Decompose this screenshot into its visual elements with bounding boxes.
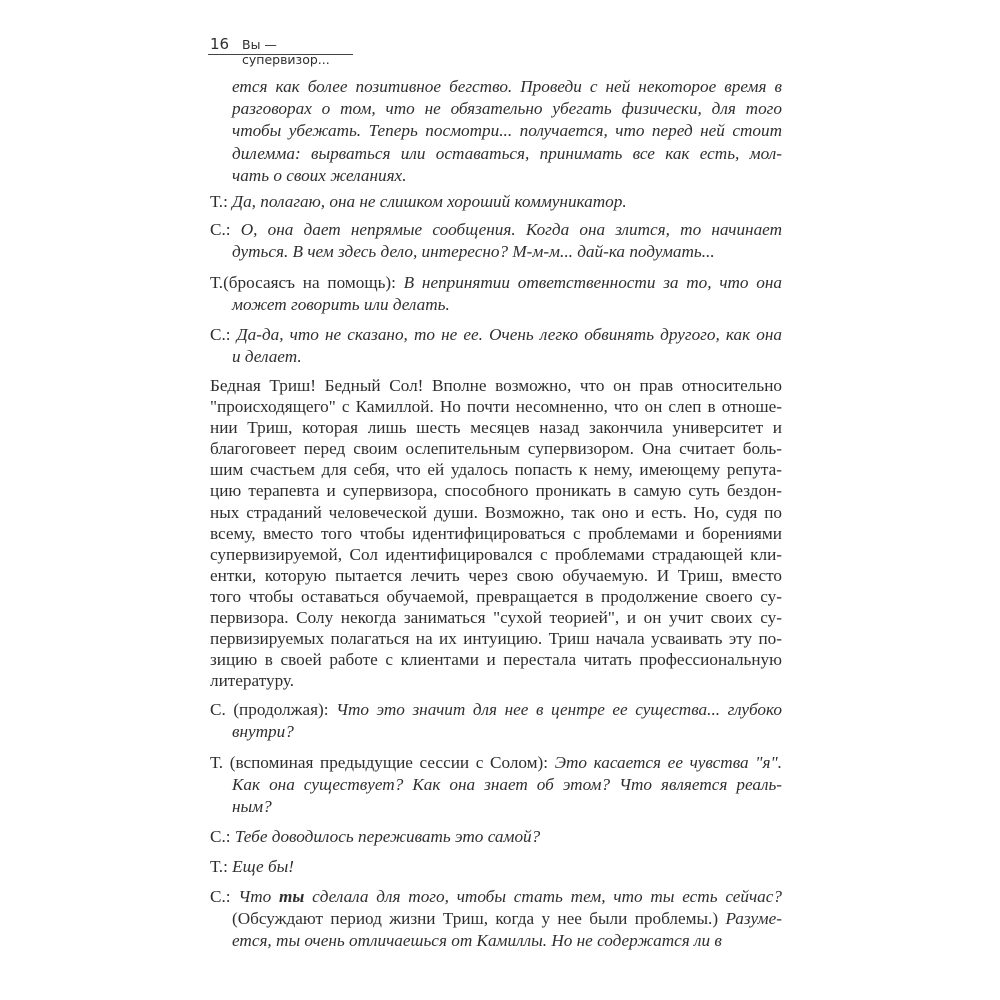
roman-text: (Обсуждают период жизни Триш, когда у нее были проблемы.) xyxy=(232,909,726,929)
italic-text: дилемма: вырваться или оставаться, принимать все как есть, мол- xyxy=(232,143,782,163)
text-line xyxy=(232,143,782,165)
text-line xyxy=(210,565,782,586)
dialogue-turn xyxy=(210,752,782,819)
text-line xyxy=(210,523,782,544)
roman-text: благоговеет перед своим ослепительным супервизором. Она считает боль- xyxy=(210,439,782,459)
italic-text: дуться. В чем здесь дело, интересно? М-м-м... дай-ка подумать... xyxy=(232,242,715,262)
italic-text: Что это значит для нее в центре ее существа... глубоко xyxy=(336,700,782,719)
bold-italic-text: ты xyxy=(279,887,305,906)
roman-text: цию терапевта и супервизора, способного проникать в самую суть бездон- xyxy=(210,481,782,501)
italic-text: чать о своих желаниях. xyxy=(232,165,407,185)
italic-text: Разуме- xyxy=(725,909,782,929)
running-title: Вы — супервизор... xyxy=(242,37,330,67)
text-line xyxy=(232,294,782,316)
roman-text: первизируемых полагаться на их интуицию. Триш начала усваивать эту по- xyxy=(210,629,782,649)
text-line xyxy=(210,396,782,417)
text-line xyxy=(232,930,782,952)
text-line xyxy=(210,272,782,294)
italic-text: В непринятии ответственности за то, что она xyxy=(403,273,782,292)
italic-text: ется как более позитивное бегство. Проведи с ней некоторое время в xyxy=(232,77,782,96)
text-line xyxy=(232,165,782,187)
text-line xyxy=(210,417,782,438)
text-line xyxy=(210,670,782,691)
running-header xyxy=(208,34,353,67)
roman-text: Т.: xyxy=(210,192,233,211)
text-line xyxy=(210,375,782,396)
roman-text: нии Триш, которая лишь шесть месяцев назад закончила университет и xyxy=(210,418,782,438)
dialogue-turn xyxy=(210,191,782,213)
text-line xyxy=(232,774,782,796)
italic-text: ным? xyxy=(232,797,272,817)
text-line xyxy=(210,856,782,878)
text-line xyxy=(210,191,782,213)
italic-text: Тебе доводилось переживать это самой? xyxy=(234,827,541,846)
roman-text: того чтобы оставаться обучаемой, превращается в продолжение своего су- xyxy=(210,586,782,606)
italic-text: разговорах о том, что не обязательно убегать физически, для того xyxy=(232,99,782,119)
italic-text: Да-да, что не сказано, то не ее. Очень легко обвинять другого, как она xyxy=(236,325,782,344)
roman-text: С.: xyxy=(210,827,235,846)
text-line xyxy=(232,908,782,930)
text-line xyxy=(210,607,782,628)
roman-text: Бедная Триш! Бедный Сол! Вполне возможно, что он прав относительно xyxy=(210,376,782,395)
dialogue-turn xyxy=(210,886,782,953)
text-line xyxy=(210,586,782,607)
text-line xyxy=(232,346,782,368)
text-line xyxy=(210,628,782,649)
text-line xyxy=(210,699,782,721)
text-line xyxy=(210,502,782,523)
text-line xyxy=(232,98,782,120)
text-line xyxy=(210,438,782,459)
roman-text: всему, вместо того чтобы идентифицироваться с проблемами и борениями xyxy=(210,523,782,543)
page-number: 16 xyxy=(210,35,230,53)
text-line xyxy=(210,886,782,908)
roman-text: Т.: xyxy=(210,857,233,876)
roman-text: "происходящего" с Камиллой. Но почти несомненно, что он слеп в отноше- xyxy=(210,397,782,417)
roman-text: Т.(бросаясъ на помощь): xyxy=(210,273,404,292)
dialogue-continuation xyxy=(210,76,782,187)
text-line xyxy=(210,459,782,480)
roman-text: С.: xyxy=(210,325,237,344)
text-line xyxy=(210,752,782,774)
roman-text: зицию в своей работе с клиентами и перестала читать профессиональную xyxy=(210,650,782,670)
roman-text: С.: xyxy=(210,887,239,906)
dialogue-turn xyxy=(210,699,782,743)
italic-text: сделала для того, чтобы стать тем, что ты есть сейчас? xyxy=(304,887,782,906)
italic-text: внутри? xyxy=(232,722,294,742)
italic-text: ется, ты очень отличаешься от Камиллы. Но не содержатся ли в xyxy=(232,931,722,951)
italic-text: Что xyxy=(238,887,280,906)
roman-text: первизора. Солу некогда заниматься "сухой теорией", и он учит своих су- xyxy=(210,608,782,628)
italic-text: О, она дает непрямые сообщения. Когда она злится, то начинает xyxy=(240,220,782,239)
roman-text: С. (продолжая): xyxy=(210,700,337,719)
dialogue-turn xyxy=(210,826,782,848)
body-paragraph xyxy=(210,375,782,691)
text-line xyxy=(210,480,782,501)
italic-text: и делает. xyxy=(232,347,302,367)
text-line xyxy=(210,544,782,565)
roman-text: Т. (вспоминая предыдущие сессии с Солом): xyxy=(210,753,555,772)
text-line xyxy=(232,120,782,142)
dialogue-turn xyxy=(210,272,782,316)
text-line xyxy=(232,76,782,98)
text-line xyxy=(232,241,782,263)
text-line xyxy=(210,219,782,241)
italic-text: чтобы убежать. Теперь посмотри... получается, что перед ней стоит xyxy=(232,121,782,141)
italic-text: Еще бы! xyxy=(232,857,294,876)
text-line xyxy=(210,826,782,848)
text-line xyxy=(232,796,782,818)
text-line xyxy=(232,721,782,743)
text-line xyxy=(210,649,782,670)
italic-text: Да, полагаю, она не слишком хороший коммуникатор. xyxy=(232,192,627,211)
roman-text: С.: xyxy=(210,220,241,239)
dialogue-turn xyxy=(210,219,782,263)
roman-text: шим счастьем для себя, что ей удалось попасть к нему, имеющему репута- xyxy=(210,460,782,480)
italic-text: Это касается ее чувства "я". xyxy=(554,753,782,772)
roman-text: ентки, которую пытается лечить через свою обучаемую. И Триш, вместо xyxy=(210,565,782,585)
roman-text: литературу. xyxy=(210,671,295,691)
italic-text: Как она существует? Как она знает об этом? Что является реаль- xyxy=(232,775,782,795)
roman-text: супервизируемой, Сол идентифицировался с проблемами страдающей кли- xyxy=(210,544,782,564)
roman-text: ных страданий человеческой души. Возможно, так оно и есть. Но, судя по xyxy=(210,502,782,522)
dialogue-turn xyxy=(210,856,782,878)
text-line xyxy=(210,324,782,346)
italic-text: может говорить или делать. xyxy=(232,295,450,315)
dialogue-turn xyxy=(210,324,782,368)
